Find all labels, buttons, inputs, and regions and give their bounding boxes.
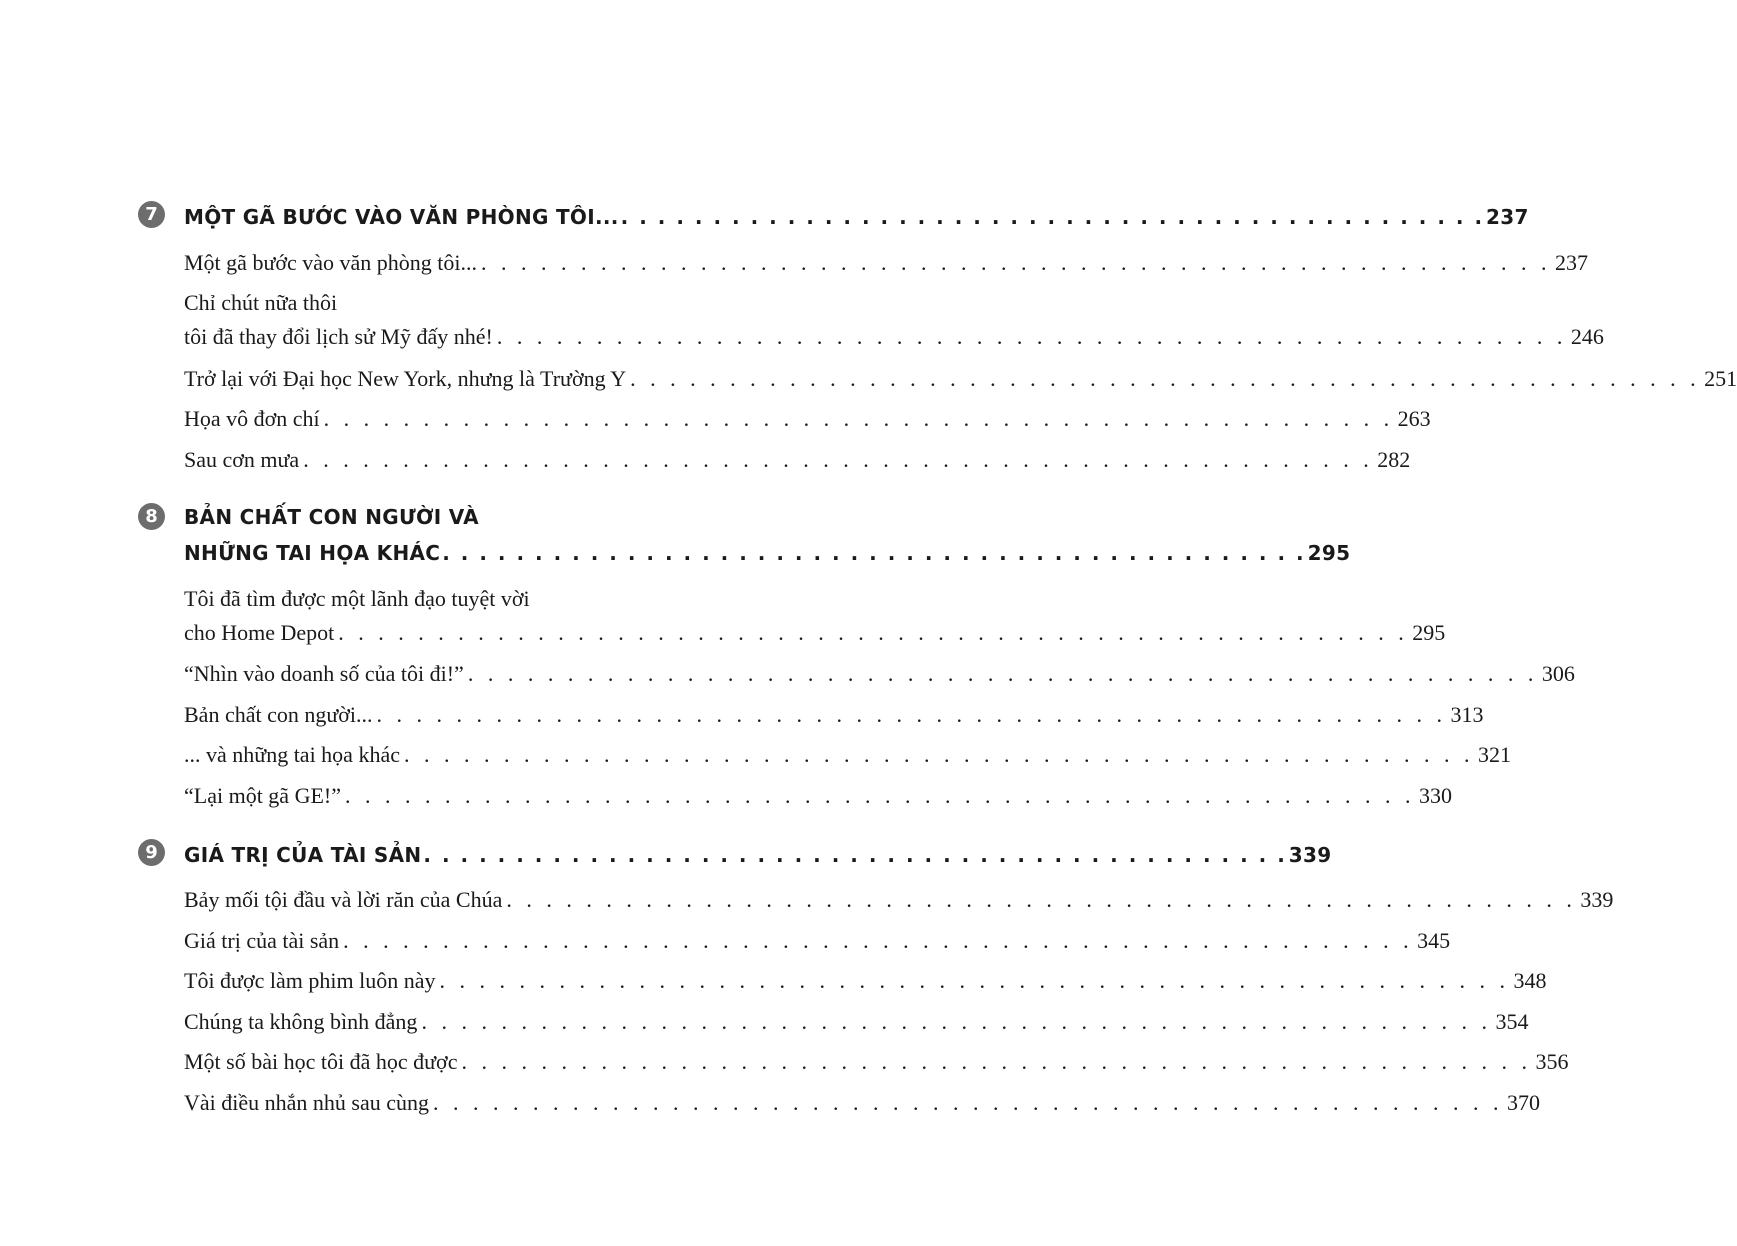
entry-title: Giá trị của tài sản: [184, 928, 340, 953]
entry-page-number: 321: [1477, 742, 1511, 767]
toc-entry[interactable]: [184, 968, 1547, 994]
toc-entry[interactable]: [184, 250, 1589, 276]
dot-leader: . . . . . . . . . . . . . . . . . . . . . . . . . . . . . . . . . . . . . . . . . . . . . . . . . . . . . .: [461, 1049, 1532, 1074]
entry-title: Sau cơn mưa: [184, 447, 300, 472]
chapter-title-line: BẢN CHẤT CON NGƯỜI VÀ: [184, 505, 479, 529]
dot-leader: . . . . . . . . . . . . . . . . . . . . . . . . . . . . . . . . . . . . . . . . . . . . . . . . . . . . . .: [338, 620, 1409, 645]
dot-leader: . . . . . . . . . . . . . . . . . . . . . . . . . . . . . . . . . . . . . . . . . . . . . . . . . . . . . .: [343, 928, 1414, 953]
dot-leader: . . . . . . . . . . . . . . . . . . . . . . . . . . . . . . . . . . . . . . . . . . . . . . . . . . . . . .: [630, 366, 1701, 391]
dot-leader: . . . . . . . . . . . . . . . . . . . . . . . . . . . . . . . . . . . . . . . . . . . . . . . . . . . . . .: [376, 702, 1447, 727]
dot-leader: . . . . . . . . . . . . . . . . . . . . . . . . . . . . . . . . . . . . . . . . . . . . . . . . . . . . . .: [467, 661, 1538, 686]
dot-leader: . . . . . . . . . . . . . . . . . . . . . . . . . . . . . . . . . . . . . . . . . . . . . . . . . . . . . .: [496, 324, 1567, 349]
entry-title: “Nhìn vào doanh số của tôi đi!”: [184, 661, 464, 686]
entry-page-number: 246: [1570, 324, 1604, 349]
entry-title: Bản chất con người...: [184, 702, 373, 727]
toc-entry[interactable]: [184, 702, 1484, 728]
toc-entry[interactable]: [184, 783, 1452, 809]
dot-leader: . . . . . . . . . . . . . . . . . . . . . . . . . . . . . . . . . . . . . . . . . . . . . . .: [442, 541, 1306, 565]
entry-page-number: 313: [1450, 702, 1484, 727]
entry-page-number: 295: [1412, 620, 1446, 645]
chapter-number-badge: 9: [138, 839, 165, 866]
dot-leader: . . . . . . . . . . . . . . . . . . . . . . . . . . . . . . . . . . . . . . . . . . . . . . . . . . . . . .: [481, 250, 1552, 275]
dot-leader: . . . . . . . . . . . . . . . . . . . . . . . . . . . . . . . . . . . . . . . . . . . . . . . . . . . . . .: [403, 742, 1474, 767]
entry-title: Một số bài học tôi đã học được: [184, 1049, 458, 1074]
chapter-title[interactable]: GIÁ TRỊ CỦA TÀI SẢN: [184, 843, 422, 867]
entry-title: Chúng ta không bình đẳng: [184, 1009, 418, 1034]
entry-title: Vài điều nhắn nhủ sau cùng: [184, 1090, 429, 1115]
chapter-title[interactable]: NHỮNG TAI HỌA KHÁC: [184, 541, 441, 565]
chapter-page-number: 339: [1288, 843, 1332, 867]
entry-title: cho Home Depot: [184, 620, 335, 645]
toc-entry[interactable]: [184, 742, 1511, 768]
entry-title: Bảy mối tội đầu và lời răn của Chúa: [184, 887, 503, 912]
toc-entry[interactable]: [184, 887, 1614, 913]
entry-title: Họa vô đơn chí: [184, 406, 320, 431]
entry-page-number: 354: [1495, 1009, 1529, 1034]
entry-page-number: 370: [1507, 1090, 1540, 1115]
chapter-page-number: 237: [1486, 205, 1529, 229]
dot-leader: . . . . . . . . . . . . . . . . . . . . . . . . . . . . . . . . . . . . . . . . . . . . . . .: [423, 843, 1287, 867]
toc-entry[interactable]: [184, 1049, 1569, 1075]
entry-page-number: 263: [1397, 406, 1431, 431]
entry-page-number: 306: [1541, 661, 1575, 686]
toc-entry[interactable]: [184, 928, 1451, 954]
entry-title: Một gã bước vào văn phòng tôi...: [184, 250, 478, 275]
entry-title: ... và những tai họa khác: [184, 742, 400, 767]
toc-entry[interactable]: [184, 586, 1446, 646]
dot-leader: . . . . . . . . . . . . . . . . . . . . . . . . . . . . . . . . . . . . . . . . . . . . . . . . . . . . . .: [439, 968, 1510, 993]
chapter-page-number: 295: [1307, 541, 1351, 565]
entry-page-number: 237: [1555, 250, 1589, 275]
toc-entry[interactable]: [184, 406, 1431, 432]
dot-leader: . . . . . . . . . . . . . . . . . . . . . . . . . . . . . . . . . . . . . . . . . . . . . . .: [620, 205, 1485, 229]
toc-entry[interactable]: [184, 290, 1604, 350]
dot-leader: . . . . . . . . . . . . . . . . . . . . . . . . . . . . . . . . . . . . . . . . . . . . . . . . . . . . . .: [433, 1090, 1503, 1115]
entry-title: Trở lại với Đại học New York, nhưng là Trường Y: [184, 366, 627, 391]
entry-page-number: 339: [1580, 887, 1614, 912]
dot-leader: . . . . . . . . . . . . . . . . . . . . . . . . . . . . . . . . . . . . . . . . . . . . . . . . . . . . . .: [506, 887, 1577, 912]
dot-leader: . . . . . . . . . . . . . . . . . . . . . . . . . . . . . . . . . . . . . . . . . . . . . . . . . . . . . .: [345, 783, 1415, 808]
entry-page-number: 330: [1419, 783, 1452, 808]
entry-page-number: 356: [1535, 1049, 1569, 1074]
chapter-title[interactable]: MỘT GÃ BƯỚC VÀO VĂN PHÒNG TÔI...: [184, 205, 619, 229]
entry-page-number: 282: [1377, 447, 1411, 472]
entry-title: tôi đã thay đổi lịch sử Mỹ đấy nhé!: [184, 324, 493, 349]
toc-entry[interactable]: [184, 1009, 1529, 1035]
toc-entry[interactable]: [184, 661, 1575, 687]
dot-leader: . . . . . . . . . . . . . . . . . . . . . . . . . . . . . . . . . . . . . . . . . . . . . . . . . . . . . .: [323, 406, 1394, 431]
dot-leader: . . . . . . . . . . . . . . . . . . . . . . . . . . . . . . . . . . . . . . . . . . . . . . . . . . . . . .: [421, 1009, 1492, 1034]
entry-title: “Lại một gã GE!”: [184, 783, 341, 808]
entry-page-number: 348: [1513, 968, 1547, 993]
dot-leader: . . . . . . . . . . . . . . . . . . . . . . . . . . . . . . . . . . . . . . . . . . . . . . . . . . . . . .: [303, 447, 1374, 472]
chapter-number-badge: 8: [138, 503, 165, 530]
entry-title-line: Chỉ chút nữa thôi: [184, 290, 338, 315]
chapter-number-badge: 7: [138, 201, 165, 228]
entry-page-number: 345: [1417, 928, 1451, 953]
toc-entry[interactable]: [184, 1090, 1540, 1116]
entry-page-number: 251: [1704, 366, 1737, 391]
toc-entry[interactable]: [184, 366, 1737, 392]
entry-title-line: Tôi đã tìm được một lãnh đạo tuyệt vời: [184, 586, 530, 611]
toc-entry[interactable]: [184, 447, 1411, 473]
entry-title: Tôi được làm phim luôn này: [184, 968, 436, 993]
